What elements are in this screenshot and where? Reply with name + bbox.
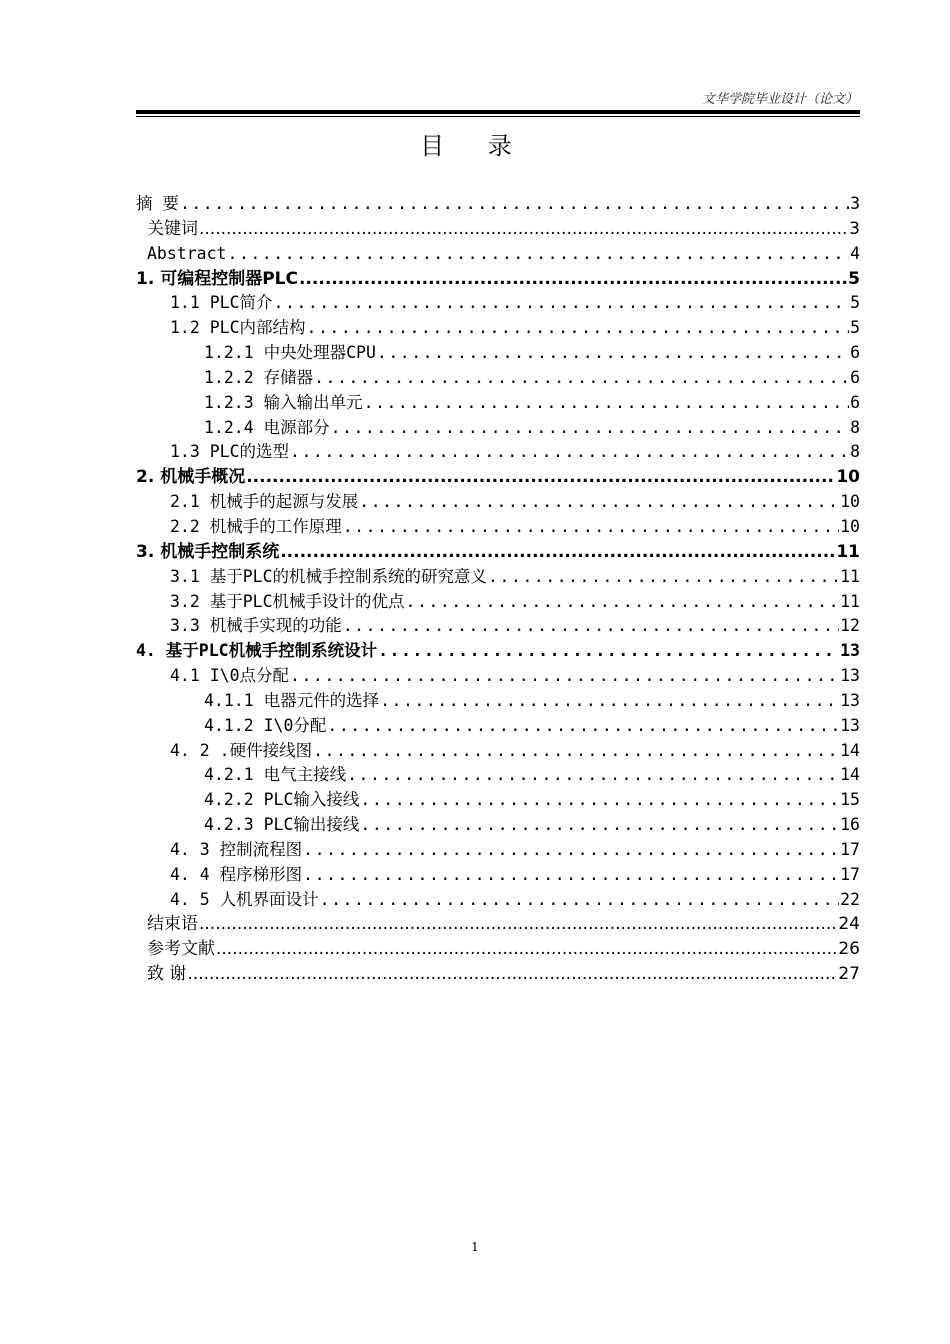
toc-dot-leader <box>380 689 839 714</box>
toc-entry[interactable] <box>136 689 860 714</box>
toc-dot-leader <box>187 962 837 987</box>
toc-entry-page: 6 <box>850 367 860 387</box>
toc-entry-page: 13 <box>840 666 860 686</box>
toc-dot-leader <box>290 664 839 689</box>
toc-entry[interactable] <box>136 788 860 813</box>
toc-entry[interactable] <box>136 912 860 937</box>
toc-dot-leader <box>343 515 839 540</box>
toc-entry-label: 摘 要 <box>136 194 179 213</box>
toc-entry[interactable] <box>136 838 860 863</box>
toc-entry-page: 13 <box>840 690 860 710</box>
toc-dot-leader <box>406 590 840 615</box>
toc-entry-label: 4.2.3 PLC输出接线 <box>204 815 360 835</box>
toc-entry-label: 2.1 机械手的起源与发展 <box>170 492 359 512</box>
toc-entry[interactable] <box>136 217 860 242</box>
page-number: 1 <box>471 1240 479 1254</box>
toc-entry[interactable] <box>136 614 860 639</box>
toc-entry-label: 4. 5 人机界面设计 <box>170 889 319 909</box>
toc-entry-page: 12 <box>840 616 860 636</box>
toc-entry-page: 14 <box>840 740 860 760</box>
toc-entry-label: 1.2.3 输入输出单元 <box>204 392 363 412</box>
toc-entry-label: 4.2.2 PLC输入接线 <box>204 790 360 810</box>
toc-entry-label: 4.1.1 电器元件的选择 <box>204 690 380 710</box>
toc-entry-label: 4. 2 .硬件接线图 <box>170 740 313 760</box>
toc-entry-label: 3.1 基于PLC的机械手控制系统的研究意义 <box>170 566 488 586</box>
toc-entry-page: 3 <box>850 194 860 213</box>
toc-dot-leader <box>216 937 837 962</box>
toc-entry-label: 1.2 PLC内部结构 <box>170 318 306 338</box>
toc-entry[interactable] <box>136 714 860 739</box>
toc-entry-label: 1.3 PLC的选型 <box>170 442 290 462</box>
toc-entry-label: 3.2 基于PLC机械手设计的优点 <box>170 591 405 611</box>
toc-entry-page: 10 <box>840 516 860 536</box>
toc-entry[interactable] <box>136 465 860 490</box>
toc-entry-page: 8 <box>850 417 860 437</box>
toc-title: 目 录 <box>420 132 530 160</box>
toc-entry[interactable] <box>136 813 860 838</box>
toc-entry-label: 4. 4 程序梯形图 <box>170 864 303 884</box>
toc-dot-leader <box>280 540 835 565</box>
toc-entry[interactable] <box>136 490 860 515</box>
header-rule-thin <box>136 116 860 117</box>
toc-entry-page: 22 <box>840 889 860 909</box>
toc-entry[interactable] <box>136 440 860 465</box>
toc-entry-page: 13 <box>840 715 860 735</box>
toc-entry-label: 4.2.1 电气主接线 <box>204 765 347 785</box>
toc-entry[interactable] <box>136 291 860 316</box>
toc-dot-leader <box>320 888 839 913</box>
toc-entry[interactable] <box>136 192 860 217</box>
toc-entry-page: 17 <box>840 839 860 859</box>
toc-entry[interactable] <box>136 540 860 565</box>
toc-entry-page: 14 <box>840 765 860 785</box>
toc-dot-leader <box>303 838 839 863</box>
toc-entry-page: 24 <box>838 914 860 935</box>
toc-entry-label: 1.2.2 存储器 <box>204 367 314 387</box>
toc-entry-label: 参考文献 <box>147 939 215 960</box>
toc-entry-label: 关键词 <box>147 218 198 239</box>
toc-entry[interactable] <box>136 366 860 391</box>
toc-dot-leader <box>359 490 839 515</box>
toc-entry-page: 27 <box>838 964 860 985</box>
toc-dot-leader <box>364 391 849 416</box>
toc-dot-leader <box>313 739 839 764</box>
toc-entry-page: 26 <box>838 939 860 960</box>
toc-entry-label: 1.2.1 中央处理器CPU <box>204 343 376 363</box>
toc-dot-leader <box>199 912 837 937</box>
toc-entry-page: 13 <box>840 641 860 661</box>
toc-dot-leader <box>227 242 849 267</box>
toc-entry-page: 10 <box>840 492 860 512</box>
toc-entry[interactable] <box>136 664 860 689</box>
toc-dot-leader <box>377 341 849 366</box>
toc-entry-label: 4. 3 控制流程图 <box>170 839 303 859</box>
toc-entry[interactable] <box>136 316 860 341</box>
toc-dot-leader <box>488 565 839 590</box>
toc-dot-leader <box>199 217 848 242</box>
toc-dot-leader <box>246 465 835 490</box>
toc-entry-label: 3. 机械手控制系统 <box>136 541 280 562</box>
toc-dot-leader <box>347 763 839 788</box>
toc-entry-label: 4. 基于PLC机械手控制系统设计 <box>136 641 378 661</box>
toc-entry[interactable] <box>136 242 860 267</box>
toc-entry-page: 3 <box>849 218 860 239</box>
toc-entry[interactable] <box>136 515 860 540</box>
toc-dot-leader <box>360 788 839 813</box>
header-rule-thick <box>136 110 860 114</box>
toc-entry[interactable] <box>136 341 860 366</box>
toc-entry[interactable] <box>136 739 860 764</box>
toc-entry-label: Abstract <box>147 243 227 263</box>
toc-dot-leader <box>343 614 839 639</box>
toc-entry-label: 1.1 PLC简介 <box>170 293 273 313</box>
toc-dot-leader <box>274 291 850 316</box>
toc-entry-label: 4.1 I\0点分配 <box>170 666 290 686</box>
toc-entry-label: 1.2.4 电源部分 <box>204 417 330 437</box>
toc-dot-leader <box>303 863 839 888</box>
toc-entry[interactable] <box>136 391 860 416</box>
toc-dot-leader <box>360 813 839 838</box>
toc-dot-leader <box>378 639 839 664</box>
toc-dot-leader <box>307 316 850 341</box>
toc-entry[interactable] <box>136 639 860 664</box>
toc-entry-label: 3.3 机械手实现的功能 <box>170 616 342 636</box>
toc-entry-page: 4 <box>850 243 860 263</box>
toc-entry[interactable] <box>136 937 860 962</box>
toc-entry-label: 2. 机械手概况 <box>136 467 246 488</box>
toc-entry-page: 5 <box>850 318 860 338</box>
toc-entry-label: 1. 可编程控制器PLC <box>136 268 298 289</box>
toc-dot-leader <box>314 366 849 391</box>
toc-entry[interactable] <box>136 565 860 590</box>
toc-entry-label: 4.1.2 I\0分配 <box>204 715 327 735</box>
table-of-contents <box>136 192 860 987</box>
toc-entry[interactable] <box>136 590 860 615</box>
toc-entry-label: 结束语 <box>147 914 198 935</box>
toc-entry[interactable] <box>136 267 860 292</box>
running-header: 文华学院毕业设计（论文） <box>701 92 858 107</box>
toc-dot-leader <box>299 267 847 292</box>
toc-entry-label: 致 谢 <box>147 964 187 985</box>
toc-entry[interactable] <box>136 962 860 987</box>
toc-entry-page: 11 <box>836 541 860 562</box>
toc-entry-page: 11 <box>840 566 860 586</box>
toc-dot-leader <box>327 714 839 739</box>
toc-entry-page: 15 <box>840 790 860 810</box>
toc-entry-page: 5 <box>850 293 860 313</box>
toc-dot-leader <box>290 440 849 465</box>
toc-entry-page: 6 <box>850 343 860 363</box>
toc-entry-page: 6 <box>850 392 860 412</box>
toc-dot-leader <box>180 192 849 217</box>
toc-entry[interactable] <box>136 888 860 913</box>
toc-dot-leader <box>331 416 849 441</box>
toc-entry-label: 2.2 机械手的工作原理 <box>170 516 342 536</box>
toc-entry-page: 17 <box>840 864 860 884</box>
toc-entry-page: 8 <box>850 442 860 462</box>
toc-entry[interactable] <box>136 863 860 888</box>
toc-entry-page: 11 <box>840 591 860 611</box>
toc-entry-page: 5 <box>848 268 860 289</box>
toc-entry-page: 10 <box>836 467 860 488</box>
toc-entry[interactable] <box>136 763 860 788</box>
toc-entry-page: 16 <box>840 815 860 835</box>
toc-entry[interactable] <box>136 416 860 441</box>
